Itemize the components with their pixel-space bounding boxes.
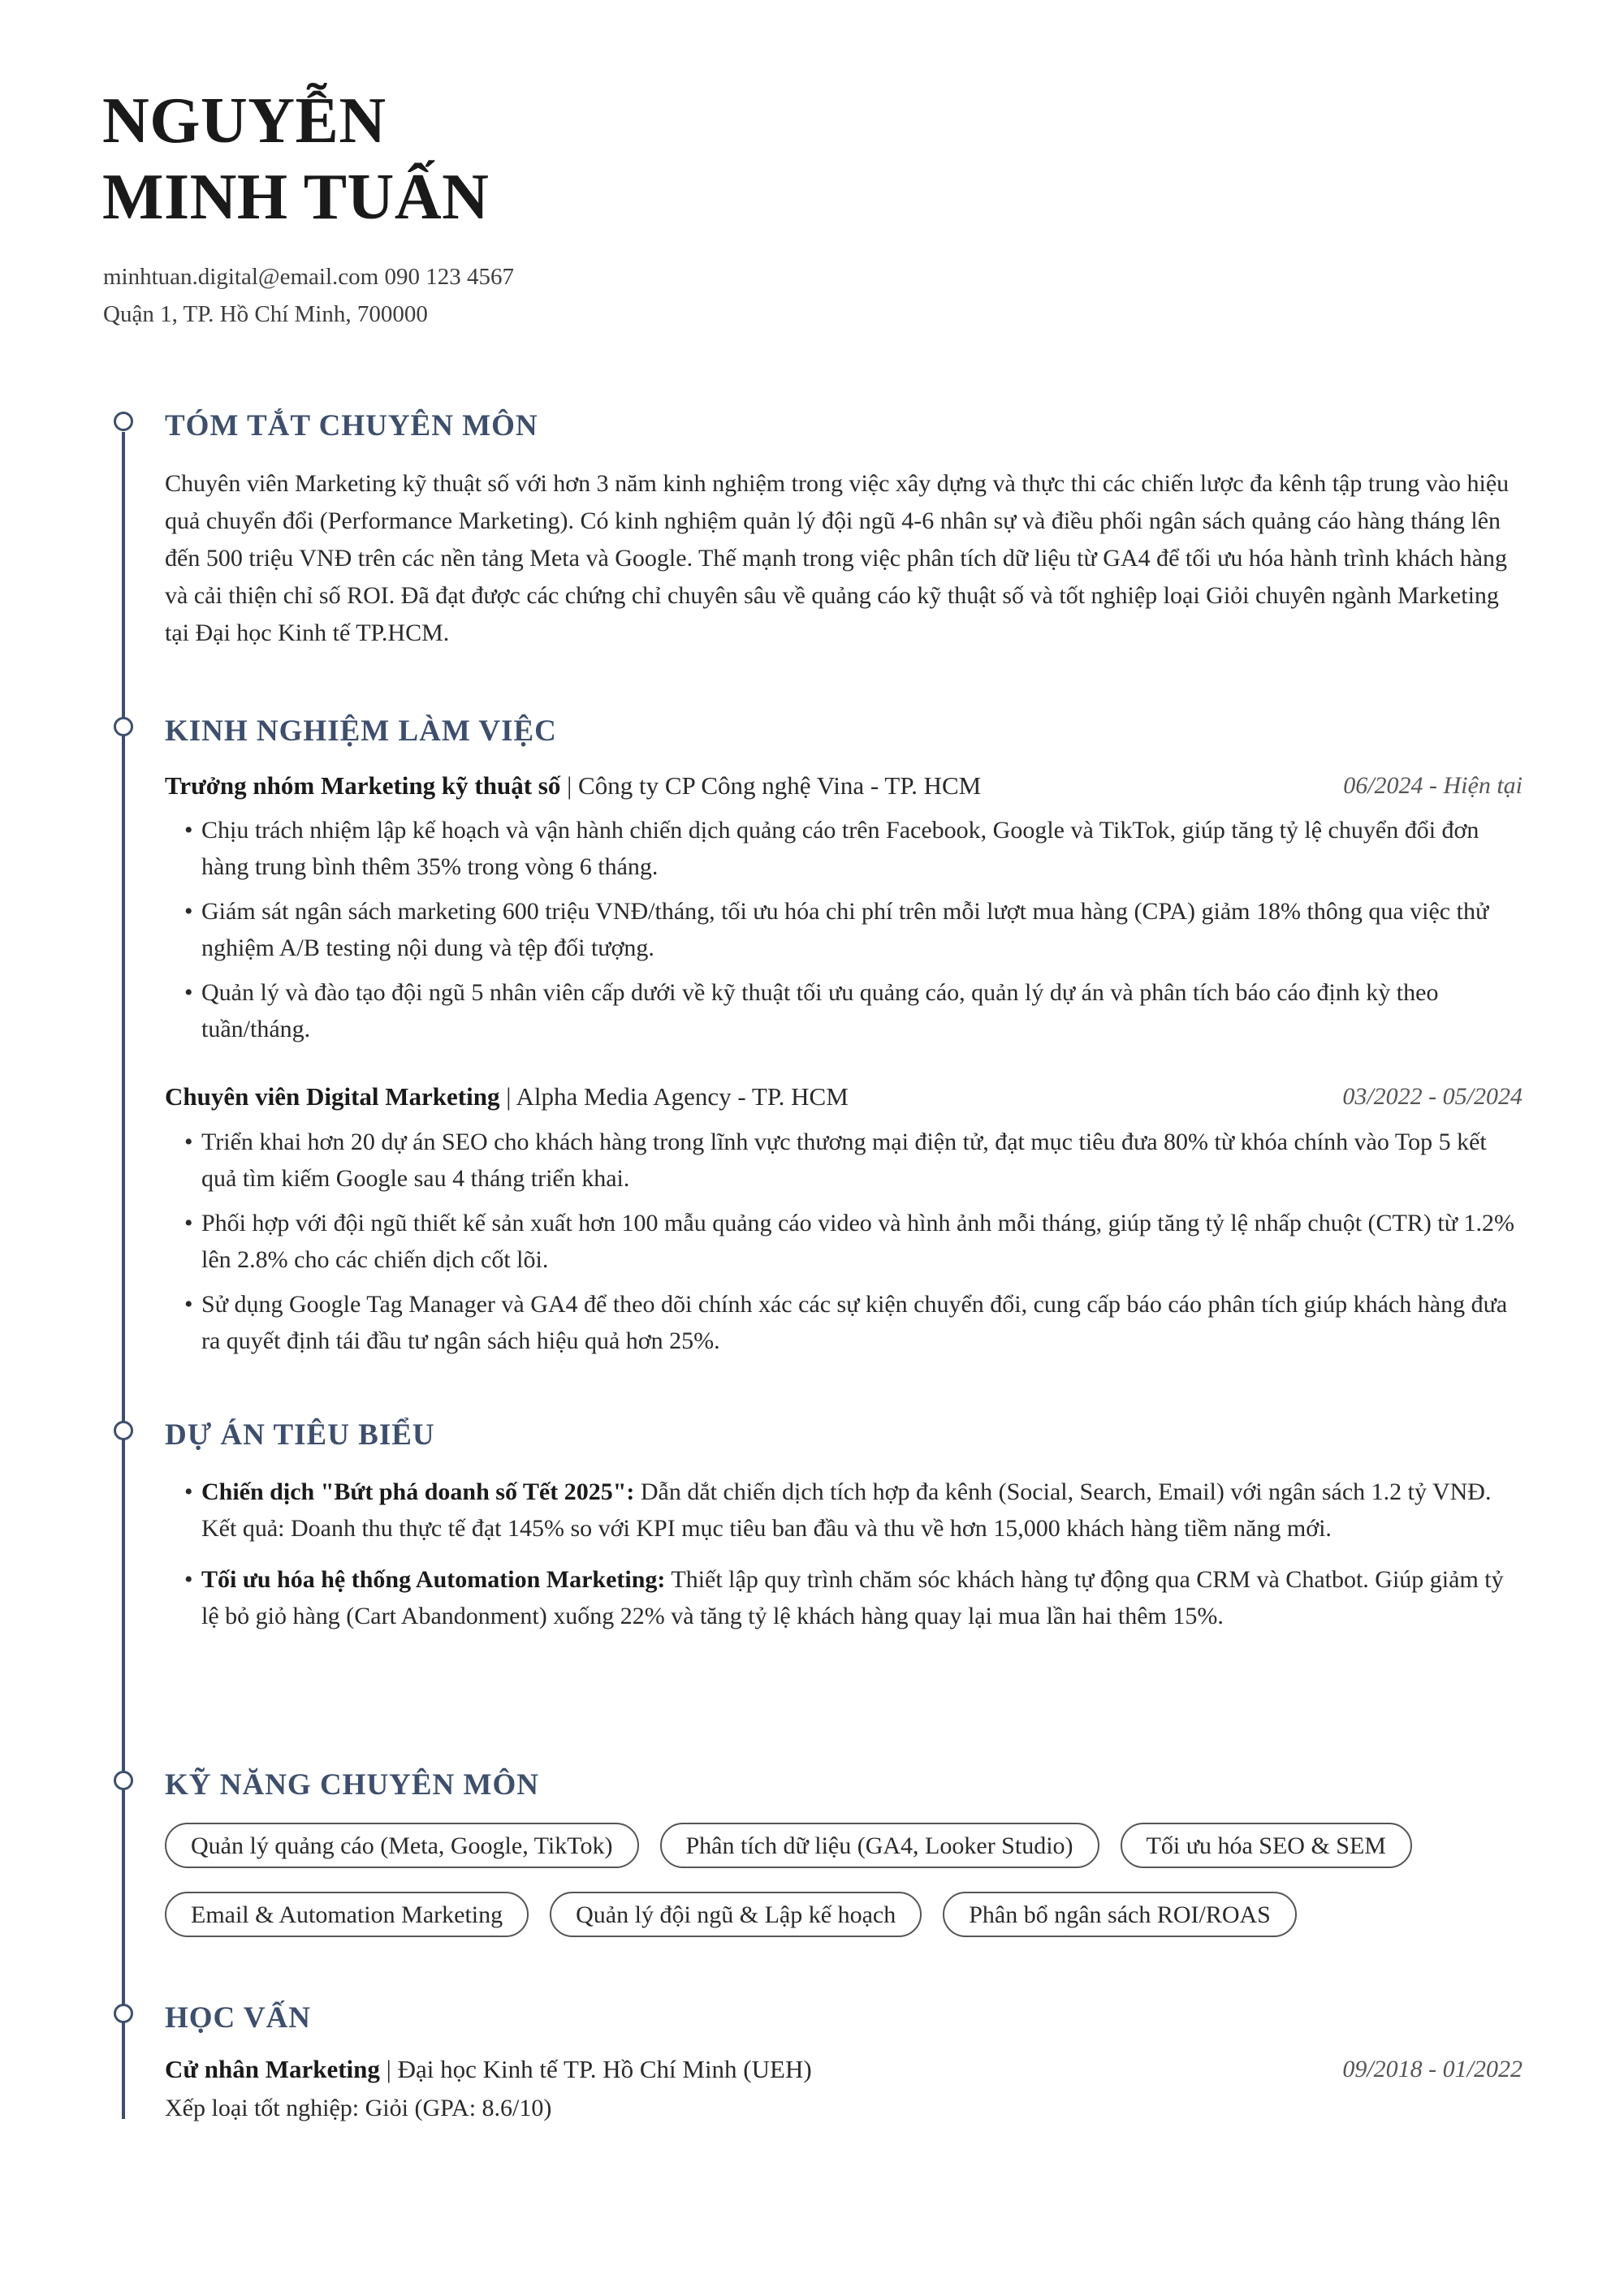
timeline-node-skills: [114, 1771, 133, 1790]
projects-heading: DỰ ÁN TIÊU BIỂU: [165, 1418, 435, 1452]
job-dates: 03/2022 - 05/2024: [1342, 1083, 1522, 1110]
skills-row: [165, 1823, 1545, 1868]
project-description: Dẫn dắt chiến dịch tích hợp đa kênh (Social, Search, Email) với ngân sách 1.2 tỷ VNĐ. Kết quả: Doanh thu thực tế đạt 145% so với KPI mục tiêu ban đầu và thu về hơn 15,000 khách hàng tiềm năng mới.: [201, 1478, 1492, 1542]
education-note: Xếp loại tốt nghiệp: Giỏi (GPA: 8.6/10): [165, 2095, 552, 2121]
timeline-node-summary: [114, 412, 133, 431]
project-description: Thiết lập quy trình chăm sóc khách hàng tự động qua CRM và Chatbot. Giúp giảm tỷ lệ bỏ giỏ hàng (Cart Abandonment) xuống 22% và tăng tỷ lệ khách hàng quay lại mua lần hai thêm 15%.: [201, 1566, 1504, 1629]
name-line-2: MINH TUẤN: [102, 162, 490, 233]
summary-heading: TÓM TẮT CHUYÊN MÔN: [165, 409, 538, 442]
skill-chip: Quản lý quảng cáo (Meta, Google, TikTok): [165, 1823, 639, 1868]
skill-chip: Email & Automation Marketing: [165, 1892, 529, 1937]
skill-chip: Phân tích dữ liệu (GA4, Looker Studio): [660, 1823, 1099, 1868]
contact-info: [103, 258, 514, 333]
school: | Đại học Kinh tế TP. Hồ Chí Minh (UEH): [379, 2055, 812, 2083]
timeline-node-experience: [114, 717, 133, 736]
skills-row: [165, 1892, 1545, 1937]
list-item: • Quản lý và đào tạo đội ngũ 5 nhân viên cấp dưới về kỹ thuật tối ưu quảng cáo, quản lý dự án và phân tích báo cáo định kỳ theo tuần/tháng.: [165, 974, 1522, 1047]
skill-chip: Quản lý đội ngũ & Lập kế hoạch: [550, 1892, 922, 1937]
list-item: • Chịu trách nhiệm lập kế hoạch và vận hành chiến dịch quảng cáo trên Facebook, Google và TikTok, giúp tăng tỷ lệ chuyển đổi đơn hàng trung bình thêm 35% trong vòng 6 tháng.: [165, 812, 1522, 885]
skills-heading: KỸ NĂNG CHUYÊN MÔN: [165, 1768, 539, 1802]
list-item: • Triển khai hơn 20 dự án SEO cho khách hàng trong lĩnh vực thương mại điện tử, đạt mục tiêu đưa 80% từ khóa chính vào Top 5 kết quả tìm kiếm Google sau 4 tháng triển khai.: [165, 1124, 1522, 1197]
timeline-node-projects: [114, 1421, 133, 1440]
timeline-line: [122, 432, 125, 2119]
education-heading: HỌC VẤN: [165, 2001, 312, 2035]
contact-email-phone: minhtuan.digital@email.com 090 123 4567: [103, 264, 514, 290]
list-item: [165, 1474, 1522, 1547]
degree: Cử nhân Marketing: [165, 2055, 380, 2083]
job-header: [165, 1079, 1522, 1115]
list-item: [165, 1561, 1522, 1634]
education-dates: 09/2018 - 01/2022: [1342, 2056, 1522, 2082]
candidate-name: [102, 83, 489, 235]
experience-heading: KINH NGHIỆM LÀM VIỆC: [165, 714, 557, 748]
project-name: Tối ưu hóa hệ thống Automation Marketing:: [201, 1566, 666, 1593]
contact-address: Quận 1, TP. Hồ Chí Minh, 700000: [103, 301, 428, 327]
job-company: | Công ty CP Công nghệ Vina - TP. HCM: [560, 771, 982, 800]
skill-chip: Phân bổ ngân sách ROI/ROAS: [943, 1892, 1297, 1937]
job-role: Chuyên viên Digital Marketing: [165, 1082, 500, 1111]
job-bullets: [165, 1124, 1522, 1359]
project-name: Chiến dịch "Bứt phá doanh số Tết 2025":: [201, 1478, 635, 1505]
summary-text: Chuyên viên Marketing kỹ thuật số với hơn 3 năm kinh nghiệm trong việc xây dựng và thực thi các chiến lược đa kênh tập trung vào hiệu quả chuyển đổi (Performance Marketing). Có kinh nghiệm quản lý đội ngũ 4-6 nhân sự và điều phối ngân sách quảng cáo hàng tháng lên đến 500 triệu VNĐ trên các nền tảng Meta và Google. Thế mạnh trong việc phân tích dữ liệu từ GA4 để tối ưu hóa hành trình khách hàng và cải thiện chỉ số ROI. Đã đạt được các chứng chỉ chuyên sâu về quảng cáo kỹ thuật số và tốt nghiệp loại Giỏi chuyên ngành Marketing tại Đại học Kinh tế TP.HCM.: [165, 470, 1510, 646]
job-company: | Alpha Media Agency - TP. HCM: [499, 1082, 849, 1111]
skill-chip: Tối ưu hóa SEO & SEM: [1121, 1823, 1412, 1868]
skills-list: [165, 1823, 1545, 1961]
education-header: [165, 2052, 1522, 2087]
list-item: • Phối hợp với đội ngũ thiết kế sản xuất hơn 100 mẫu quảng cáo video và hình ảnh mỗi tháng, giúp tăng tỷ lệ nhấp chuột (CTR) từ 1.2% lên 2.8% cho các chiến dịch cốt lõi.: [165, 1205, 1522, 1278]
job-bullets: [165, 812, 1522, 1047]
job-dates: 06/2024 - Hiện tại: [1343, 772, 1522, 799]
job-role: Trưởng nhóm Marketing kỹ thuật số: [165, 771, 561, 800]
list-item: • Giám sát ngân sách marketing 600 triệu VNĐ/tháng, tối ưu hóa chi phí trên mỗi lượt mua hàng (CPA) giảm 18% thông qua việc thử nghiệm A/B testing nội dung và tệp đối tượng.: [165, 893, 1522, 966]
job-header: [165, 768, 1522, 804]
project-list: [165, 1474, 1522, 1634]
list-item: • Sử dụng Google Tag Manager và GA4 để theo dõi chính xác các sự kiện chuyển đổi, cung cấp báo cáo phân tích giúp khách hàng đưa ra quyết định tái đầu tư ngân sách hiệu quả hơn 25%.: [165, 1286, 1522, 1359]
timeline-node-education: [114, 2004, 133, 2023]
name-line-1: NGUYỄN: [102, 85, 387, 157]
